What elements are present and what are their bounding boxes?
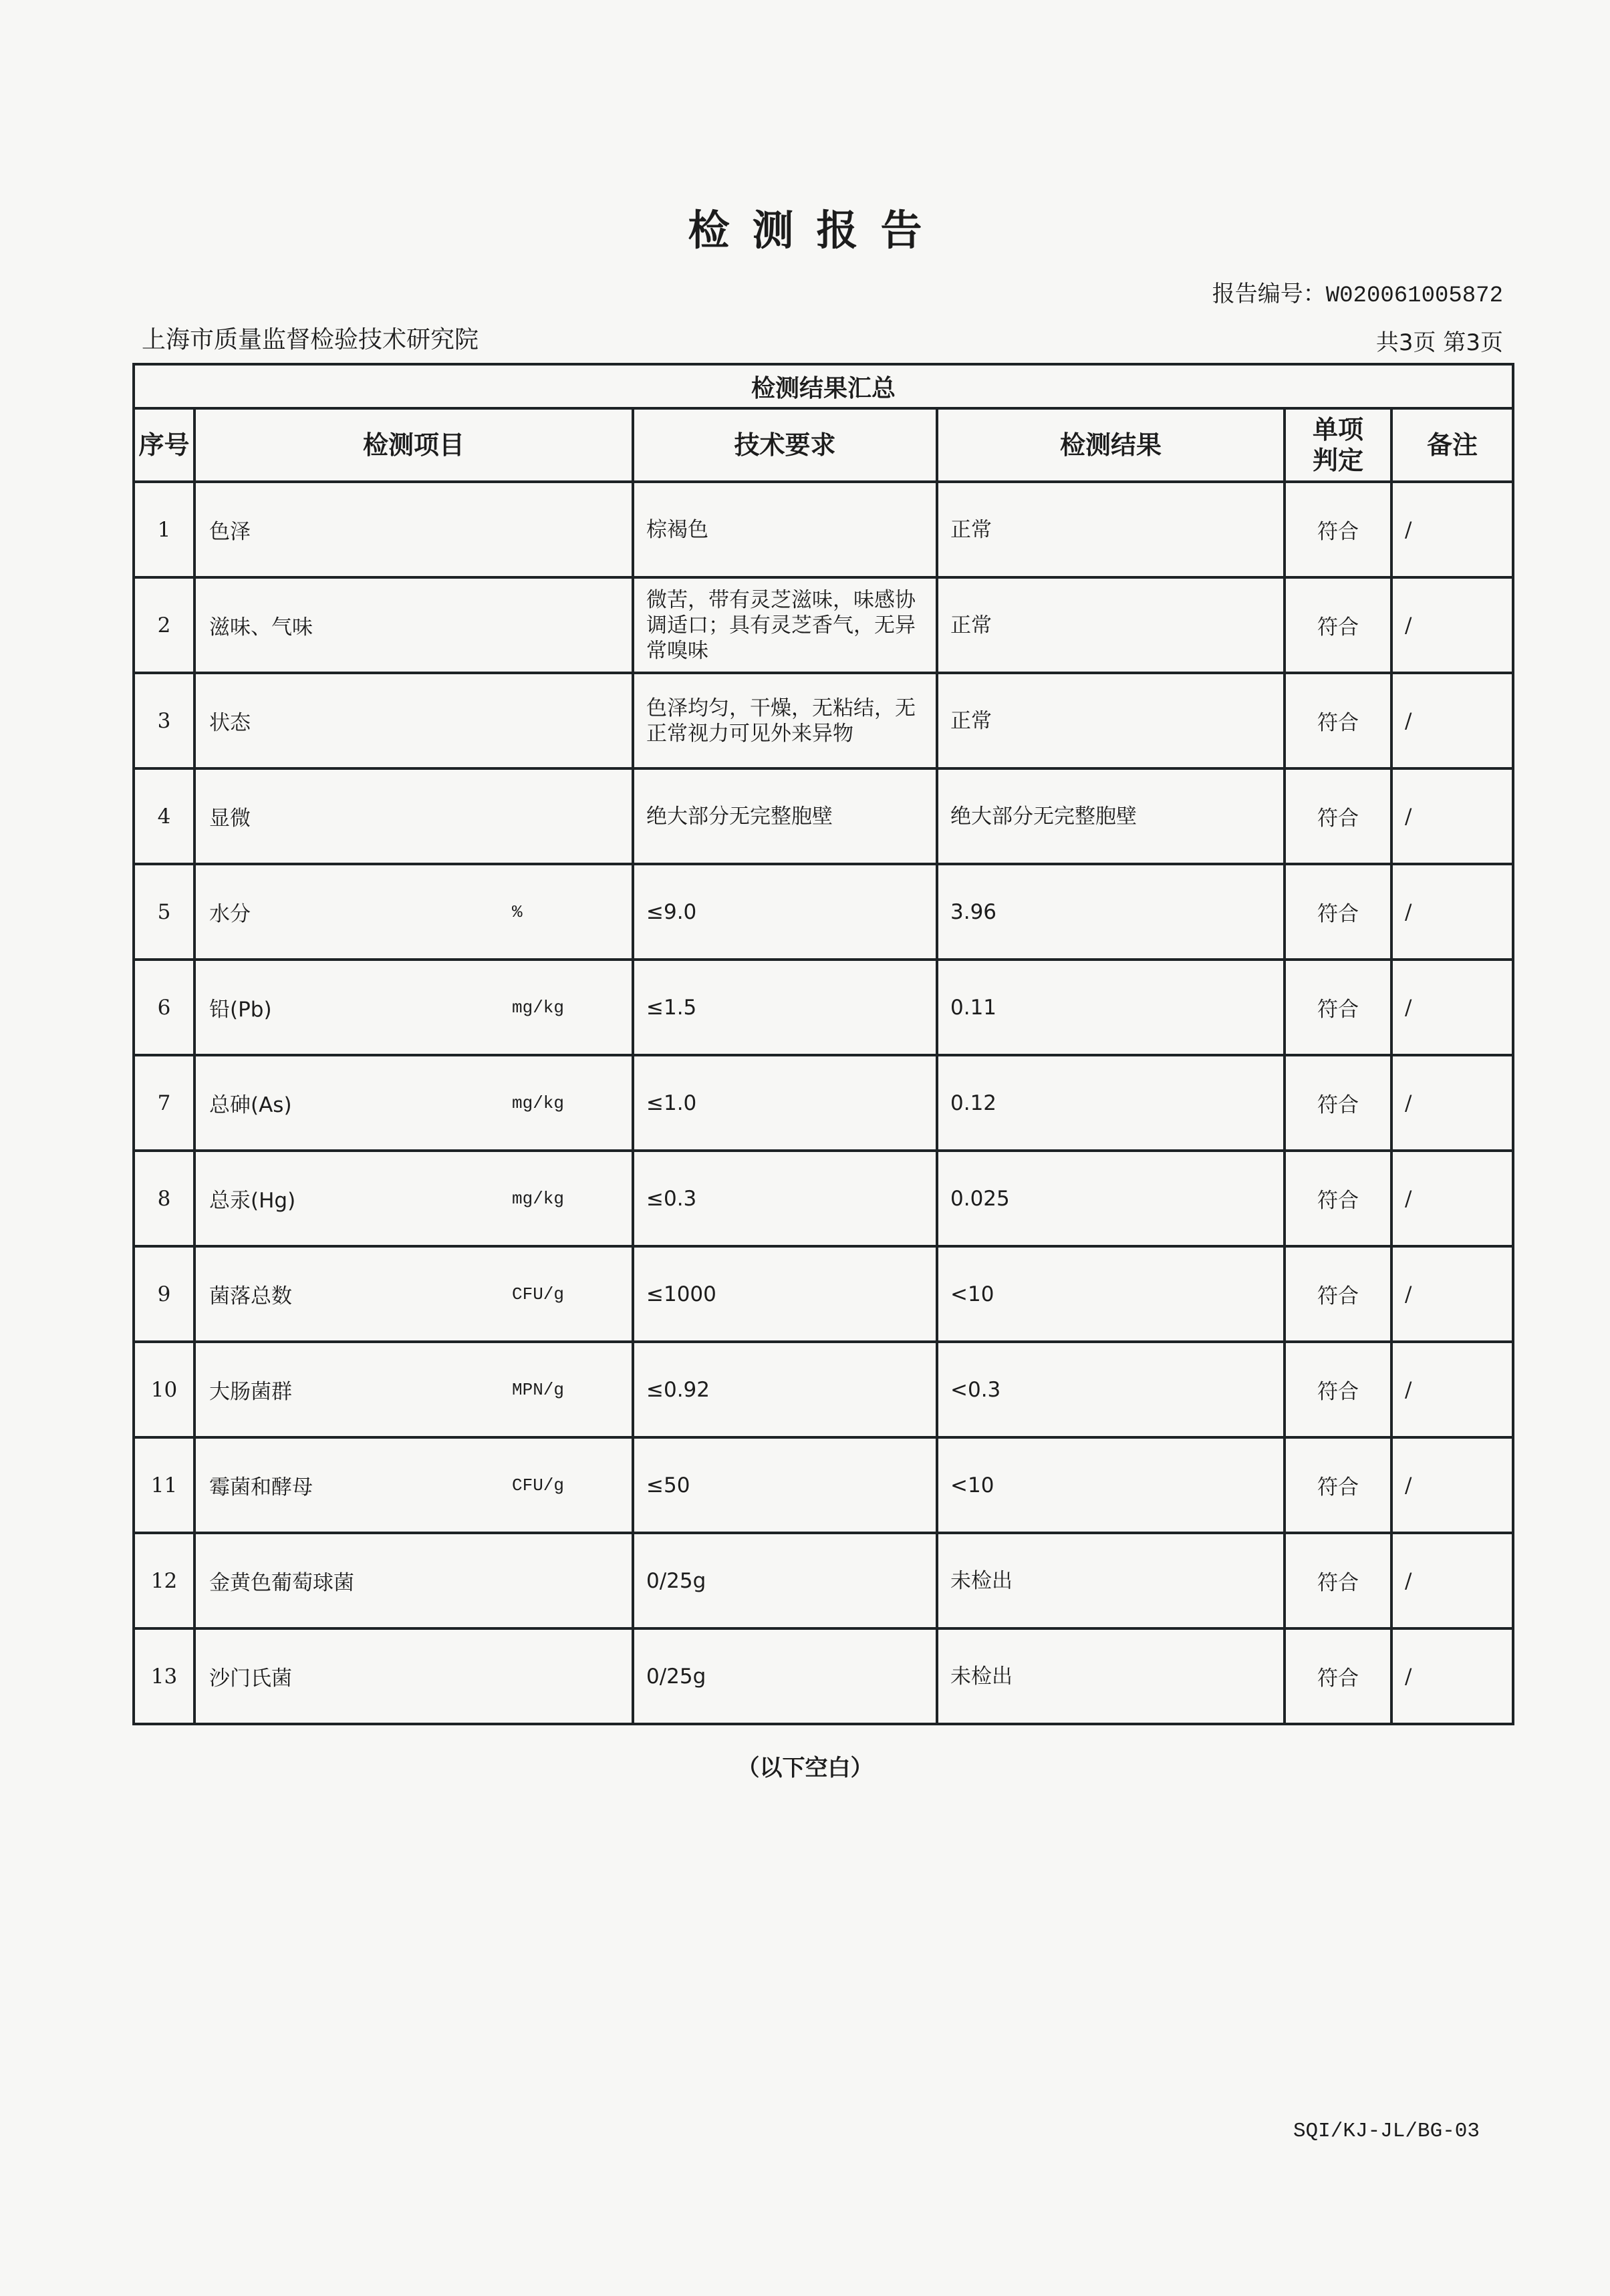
cell-judgment: 符合 [1285,1437,1391,1533]
table-row [134,1628,1513,1724]
table-row [134,960,1513,1055]
item-name: 显微 [209,807,251,831]
item-name: 色泽 [209,520,251,544]
blank-below-note: （以下空白） [736,1755,874,1781]
cell-no: 1 [134,482,194,577]
cell-item [194,1342,633,1437]
cell-item [194,1437,633,1533]
cell-no: 9 [134,1246,194,1342]
table-row [134,1055,1513,1151]
cell-remark: / [1391,768,1513,864]
cell-no: 13 [134,1628,194,1724]
table-row [134,577,1513,673]
item-name: 总砷(As) [209,1093,292,1117]
cell-judgment: 符合 [1285,864,1391,960]
cell-remark: / [1391,1628,1513,1724]
item-unit: mg/kg [512,997,565,1018]
cell-item [194,673,633,768]
cell-item [194,864,633,960]
cell-remark: / [1391,864,1513,960]
cell-requirement: 色泽均匀，干燥，无粘结，无正常视力可见外来异物 [633,673,937,768]
cell-item [194,768,633,864]
cell-remark: / [1391,482,1513,577]
report-number-value: W020061005872 [1325,283,1503,309]
cell-result: 0.025 [937,1151,1285,1246]
cell-requirement: ≤1.5 [633,960,937,1055]
cell-remark: / [1391,1055,1513,1151]
header-remark: 备注 [1391,408,1513,482]
cell-no: 3 [134,673,194,768]
cell-requirement: 微苦，带有灵芝滋味，味感协调适口；具有灵芝香气，无异常嗅味 [633,577,937,673]
item-name: 铅(Pb) [209,998,272,1022]
cell-requirement: ≤9.0 [633,864,937,960]
item-name: 水分 [209,902,251,926]
cell-no: 2 [134,577,194,673]
cell-item [194,1246,633,1342]
cell-remark: / [1391,577,1513,673]
cell-item [194,1151,633,1246]
cell-judgment: 符合 [1285,1246,1391,1342]
cell-item [194,1055,633,1151]
cell-no: 12 [134,1533,194,1628]
table-row [134,482,1513,577]
cell-no: 7 [134,1055,194,1151]
cell-judgment: 符合 [1285,1055,1391,1151]
cell-result: <10 [937,1246,1285,1342]
form-code: SQI/KJ-JL/BG-03 [1293,2120,1480,2143]
cell-item [194,960,633,1055]
cell-remark: / [1391,1246,1513,1342]
table-caption: 检测结果汇总 [134,364,1513,408]
cell-remark: / [1391,1342,1513,1437]
cell-requirement: ≤0.92 [633,1342,937,1437]
cell-item [194,1533,633,1628]
cell-judgment: 符合 [1285,577,1391,673]
cell-result: 未检出 [937,1628,1285,1724]
header-item: 检测项目 [194,408,633,482]
cell-result: 0.11 [937,960,1285,1055]
cell-no: 6 [134,960,194,1055]
item-unit: CFU/g [512,1475,565,1495]
cell-item [194,1628,633,1724]
item-unit: mg/kg [512,1188,565,1209]
cell-judgment: 符合 [1285,768,1391,864]
cell-requirement: 棕褐色 [633,482,937,577]
cell-item [194,482,633,577]
item-name: 总汞(Hg) [209,1189,296,1213]
cell-judgment: 符合 [1285,1342,1391,1437]
cell-judgment: 符合 [1285,482,1391,577]
item-unit: MPN/g [512,1379,565,1400]
cell-judgment: 符合 [1285,673,1391,768]
header-judgment-line2: 判定 [1312,446,1363,475]
cell-requirement: ≤1.0 [633,1055,937,1151]
header-result: 检测结果 [937,408,1285,482]
cell-requirement: ≤50 [633,1437,937,1533]
cell-judgment: 符合 [1285,1628,1391,1724]
table-row [134,1533,1513,1628]
cell-judgment: 符合 [1285,1533,1391,1628]
cell-remark: / [1391,960,1513,1055]
header-judgment [1285,408,1391,482]
cell-remark: / [1391,673,1513,768]
pagination: 共3页 第3页 [1375,329,1503,356]
cell-result: 3.96 [937,864,1285,960]
cell-result: 正常 [937,673,1285,768]
item-name: 沙门氏菌 [209,1667,292,1691]
item-name: 状态 [209,711,251,735]
item-name: 金黄色葡萄球菌 [209,1571,354,1595]
cell-requirement: 绝大部分无完整胞壁 [633,768,937,864]
cell-no: 11 [134,1437,194,1533]
cell-item [194,577,633,673]
item-unit: % [512,901,523,922]
item-unit: CFU/g [512,1284,565,1304]
table-row [134,1342,1513,1437]
cell-no: 5 [134,864,194,960]
item-name: 菌落总数 [209,1284,292,1308]
cell-remark: / [1391,1151,1513,1246]
table-row [134,768,1513,864]
cell-no: 4 [134,768,194,864]
table-row [134,1437,1513,1533]
cell-no: 10 [134,1342,194,1437]
document-title: 检测报告 [688,206,945,255]
results-summary-table [132,363,1514,1725]
header-requirement: 技术要求 [633,408,937,482]
cell-requirement: ≤1000 [633,1246,937,1342]
organization-name: 上海市质量监督检验技术研究院 [142,326,479,353]
cell-result: 未检出 [937,1533,1285,1628]
table-row [134,864,1513,960]
cell-judgment: 符合 [1285,1151,1391,1246]
item-name: 滋味、气味 [209,615,313,639]
item-name: 大肠菌群 [209,1380,292,1404]
cell-requirement: 0/25g [633,1628,937,1724]
header-no: 序号 [134,408,194,482]
cell-result: <0.3 [937,1342,1285,1437]
cell-result: 0.12 [937,1055,1285,1151]
cell-remark: / [1391,1533,1513,1628]
cell-result: 绝大部分无完整胞壁 [937,768,1285,864]
report-number [1212,275,1503,309]
cell-result: 正常 [937,482,1285,577]
item-name: 霉菌和酵母 [209,1475,313,1499]
cell-result: 正常 [937,577,1285,673]
item-unit: mg/kg [512,1093,565,1113]
header-judgment-line1: 单项 [1312,415,1363,444]
cell-remark: / [1391,1437,1513,1533]
table-row [134,673,1513,768]
report-number-label: 报告编号： [1212,281,1326,307]
table-row [134,1151,1513,1246]
table-header-row [134,408,1513,482]
cell-no: 8 [134,1151,194,1246]
cell-requirement: ≤0.3 [633,1151,937,1246]
cell-result: <10 [937,1437,1285,1533]
cell-requirement: 0/25g [633,1533,937,1628]
table-row [134,1246,1513,1342]
cell-judgment: 符合 [1285,960,1391,1055]
